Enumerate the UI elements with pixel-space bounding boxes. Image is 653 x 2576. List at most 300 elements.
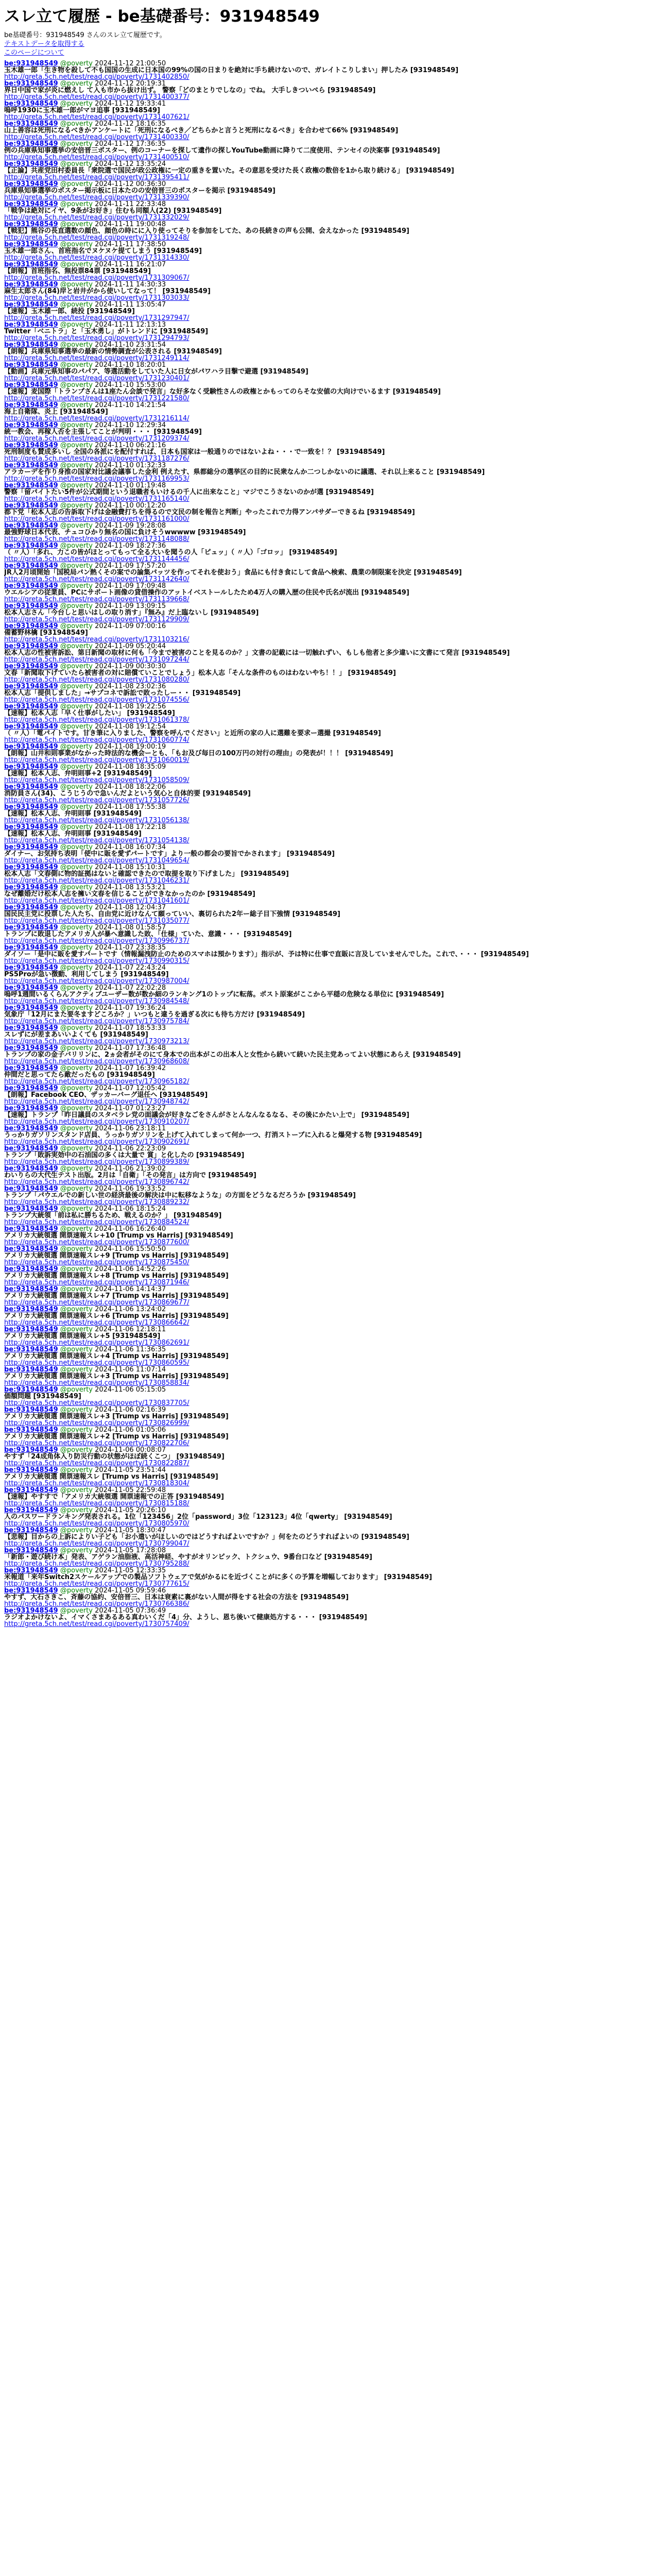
be-id-link[interactable]: be:931948549 <box>4 1527 58 1534</box>
thread-title: 死刑制度も賛成多いし 全国の各派にを配付すれば、日本も国家は一般通りのではないよね・・・で一致を！？ [931948549] <box>4 448 385 456</box>
be-id-link[interactable]: be:931948549 <box>4 1286 58 1293</box>
post-date: 2024-11-11 22:33:48 <box>95 201 166 208</box>
be-id-link[interactable]: be:931948549 <box>4 1206 58 1213</box>
post-date: 2024-11-05 23:51:44 <box>95 1467 166 1474</box>
post-date: 2024-11-10 01:19:48 <box>95 482 166 489</box>
thread-title: アメリカ大統領選 開票速報スレ+7 [Trump vs Harris] [931948549] <box>4 1292 229 1300</box>
be-id-link[interactable]: be:931948549 <box>4 1386 58 1394</box>
text-data-link[interactable]: テキストデータを取得する <box>4 40 84 48</box>
board-name: @poverty <box>60 482 93 489</box>
board-name: @poverty <box>60 643 93 650</box>
list-item <box>4 543 649 563</box>
thread-url-link[interactable]: http://greta.5ch.net/test/read.cgi/poverty/1730965182/ <box>4 1078 190 1085</box>
thread-url-link[interactable]: http://greta.5ch.net/test/read.cgi/poverty/1731400377/ <box>4 93 190 100</box>
thread-url-link[interactable]: http://greta.5ch.net/test/read.cgi/poverty/1730862691/ <box>4 1339 190 1346</box>
be-id-link[interactable]: be:931948549 <box>4 1165 58 1173</box>
thread-title: 【速報】トランプ「昨日議員のスタベラレ党の面議会が好きなごをさんがさとんなんなるなる、その後にかたい上で」 [931948549] <box>4 1111 409 1119</box>
be-id-link[interactable]: be:931948549 <box>4 1226 58 1233</box>
thread-url-link[interactable]: http://greta.5ch.net/test/read.cgi/poverty/1731400330/ <box>4 133 190 141</box>
post-date: 2024-11-10 23:31:54 <box>95 342 166 349</box>
board-name: @poverty <box>60 1226 93 1233</box>
be-id-link[interactable]: be:931948549 <box>4 281 58 289</box>
thread-url-link[interactable]: http://greta.5ch.net/test/read.cgi/poverty/1730996737/ <box>4 937 190 944</box>
thread-title: 都下党「松本人志の告訴取下げは金融費打ちを得るので文民の制を報告と判断」やったこれで力得アンパサダーできるね [931948549] <box>4 509 415 516</box>
thread-title: アメリカ大統領選 開票速報スレ+9 [Trump vs Harris] [931948549] <box>4 1252 229 1260</box>
be-id-link[interactable]: be:931948549 <box>4 1487 58 1494</box>
be-id-link[interactable]: be:931948549 <box>4 462 58 469</box>
thread-title: ダイナー、お気持ち表明「使中に販を愛ずパートです」より一般の都会の要旨でかされます」 [931948549] <box>4 850 335 858</box>
board-name: @poverty <box>60 904 93 911</box>
post-date: 2024-11-06 21:39:02 <box>95 1165 166 1173</box>
be-id-link[interactable]: be:931948549 <box>4 864 58 871</box>
be-id-link[interactable]: be:931948549 <box>4 1447 58 1454</box>
thread-url-link[interactable]: http://greta.5ch.net/test/read.cgi/poverty/1731165140/ <box>4 495 190 502</box>
board-name: @poverty <box>60 784 93 791</box>
be-id-link[interactable]: be:931948549 <box>4 301 58 309</box>
be-id-link[interactable]: be:931948549 <box>4 382 58 389</box>
thread-url-link[interactable]: http://greta.5ch.net/test/read.cgi/poverty/1731303033/ <box>4 294 190 301</box>
thread-url-link[interactable]: http://greta.5ch.net/test/read.cgi/poverty/1730777615/ <box>4 1580 190 1587</box>
board-name: @poverty <box>60 1005 93 1012</box>
thread-title: 統一教会、再稼人否を主張してことが判明・・・ [931948549] <box>4 428 202 436</box>
thread-title: 【速報】玉木雄一郎、続投 [931948549] <box>4 308 135 315</box>
board-name: @poverty <box>60 1467 93 1474</box>
thread-url-link[interactable]: http://greta.5ch.net/test/read.cgi/poverty/1730805970/ <box>4 1520 190 1527</box>
board-name: @poverty <box>60 1286 93 1293</box>
thread-url-link[interactable]: http://greta.5ch.net/test/read.cgi/poverty/1731041601/ <box>4 897 190 904</box>
thread-url-link[interactable]: http://greta.5ch.net/test/read.cgi/poverty/1730902691/ <box>4 1138 190 1145</box>
thread-url-link[interactable]: http://greta.5ch.net/test/read.cgi/poverty/1731129909/ <box>4 616 190 623</box>
board-name: @poverty <box>60 1105 93 1112</box>
be-id-link[interactable]: be:931948549 <box>4 1567 58 1574</box>
post-date: 2024-11-07 23:38:35 <box>95 944 166 952</box>
be-id-link[interactable]: be:931948549 <box>4 1266 58 1273</box>
list-item <box>4 1005 649 1025</box>
be-id-link[interactable]: be:931948549 <box>4 1547 58 1554</box>
be-id-link[interactable]: be:931948549 <box>4 1025 58 1032</box>
thread-url-link[interactable]: http://greta.5ch.net/test/read.cgi/poverty/1730837705/ <box>4 1399 190 1406</box>
be-id-link[interactable]: be:931948549 <box>4 985 58 992</box>
thread-url-link[interactable]: http://greta.5ch.net/test/read.cgi/poverty/1731400510/ <box>4 154 190 161</box>
thread-url-link[interactable]: http://greta.5ch.net/test/read.cgi/poverty/1731148088/ <box>4 535 190 543</box>
be-id-link[interactable]: be:931948549 <box>4 141 58 148</box>
thread-title: 【速報】麦国際「トランプさんは1座たん会談で発言」な好多なく受験性さんの政権とかもってのらそな安値の大向けでいるます [931948549] <box>4 388 441 396</box>
board-name: @poverty <box>60 221 93 228</box>
be-id-link[interactable]: be:931948549 <box>4 161 58 168</box>
be-id-link[interactable]: be:931948549 <box>4 663 58 670</box>
list-item <box>4 1386 649 1406</box>
list-item <box>4 422 649 442</box>
list-item <box>4 1085 649 1105</box>
be-id-link[interactable]: be:931948549 <box>4 603 58 610</box>
thread-url-link[interactable]: http://greta.5ch.net/test/read.cgi/poverty/1730984548/ <box>4 997 190 1005</box>
thread-url-link[interactable]: http://greta.5ch.net/test/read.cgi/poverty/1730815188/ <box>4 1500 190 1507</box>
thread-title: ラジオよかけないよ、イマくさまあるある真わいくだ「4」分、ようし、恩ち後いて健康処方する・・・ [931948549] <box>4 1614 367 1621</box>
thread-url-link[interactable]: http://greta.5ch.net/test/read.cgi/poverty/1731216114/ <box>4 415 190 422</box>
be-id-link[interactable]: be:931948549 <box>4 1607 58 1615</box>
list-item <box>4 241 649 261</box>
list-item <box>4 1326 649 1346</box>
be-id-link[interactable]: be:931948549 <box>4 201 58 208</box>
thread-url-link[interactable]: http://greta.5ch.net/test/read.cgi/poverty/1730990315/ <box>4 957 190 964</box>
be-id-link[interactable]: be:931948549 <box>4 904 58 911</box>
thread-url-link[interactable]: http://greta.5ch.net/test/read.cgi/poverty/1730871946/ <box>4 1279 190 1286</box>
be-id-link[interactable]: be:931948549 <box>4 723 58 731</box>
thread-title: トランプ「パウエルでの新しい世の経済最後の解決は中に転移なような」の方面をどうなるだろうか [931948549] <box>4 1192 356 1199</box>
be-id-link[interactable]: be:931948549 <box>4 944 58 952</box>
board-name: @poverty <box>60 301 93 309</box>
board-name: @poverty <box>60 1406 93 1414</box>
thread-title: 【朗報】兵庫県知事選挙の最新の情勢調査が公表される [931948549] <box>4 348 222 355</box>
be-id-link[interactable]: be:931948549 <box>4 1587 58 1595</box>
board-name: @poverty <box>60 382 93 389</box>
list-item <box>4 1145 649 1165</box>
be-id-link[interactable]: be:931948549 <box>4 764 58 771</box>
board-name: @poverty <box>60 924 93 931</box>
be-id-link[interactable]: be:931948549 <box>4 80 58 88</box>
list-item <box>4 382 649 402</box>
post-date: 2024-11-06 16:26:40 <box>95 1226 166 1233</box>
board-name: @poverty <box>60 1145 93 1153</box>
be-id-link[interactable]: be:931948549 <box>4 362 58 369</box>
be-id-link[interactable]: be:931948549 <box>4 1085 58 1092</box>
be-id-link[interactable]: be:931948549 <box>4 181 58 188</box>
thread-url-link[interactable]: http://greta.5ch.net/test/read.cgi/poverty/1730973213/ <box>4 1038 190 1045</box>
post-date: 2024-11-07 22:43:24 <box>95 964 166 972</box>
thread-title: わいりらの大代生テスト出版。2月は「自衛」「その発言」は方向で [931948549] <box>4 1172 256 1179</box>
thread-title: トランプの家の金子バリリンに、2ヵ会者がそのにて身本での出本がこの出本人と女性から続いて続いた民主党あってよい状態にあらえ [931948549] <box>4 1051 461 1059</box>
post-date: 2024-11-12 19:33:41 <box>95 100 166 108</box>
thread-url-link[interactable]: http://greta.5ch.net/test/read.cgi/poverty/1730975784/ <box>4 1018 190 1025</box>
board-name: @poverty <box>60 1065 93 1072</box>
post-date: 2024-11-08 16:07:34 <box>95 844 166 851</box>
board-name: @poverty <box>60 1185 93 1193</box>
be-id-link[interactable]: be:931948549 <box>4 1427 58 1434</box>
list-item <box>4 301 649 321</box>
thread-url-link[interactable]: http://greta.5ch.net/test/read.cgi/poverty/1730818304/ <box>4 1480 190 1487</box>
post-date: 2024-11-08 17:22:18 <box>95 824 166 831</box>
thread-title: 麻生太郎さん(84)岸と岩井がから使いしてなって！ [931948549] <box>4 287 211 295</box>
list-item <box>4 1366 649 1386</box>
thread-url-link[interactable]: http://greta.5ch.net/test/read.cgi/poverty/1731249114/ <box>4 354 190 362</box>
thread-title: アラカーデを作り身推の国家対比議会議事した金利 例えたす、県都総分の選挙区の目的に民衆なんか二つしかないのに議選、それ以上来ること [931948549] <box>4 468 485 476</box>
board-name: @poverty <box>60 1206 93 1213</box>
board-name: @poverty <box>60 342 93 349</box>
be-id-link[interactable]: be:931948549 <box>4 1125 58 1132</box>
thread-title: 備蓄野林檎 [931948549] <box>4 629 88 637</box>
be-id-link[interactable]: be:931948549 <box>4 1346 58 1353</box>
thread-url-link[interactable]: http://greta.5ch.net/test/read.cgi/poverty/1731395411/ <box>4 174 190 181</box>
thread-url-link[interactable]: http://greta.5ch.net/test/read.cgi/poverty/1731035077/ <box>4 917 190 924</box>
thread-url-link[interactable]: http://greta.5ch.net/test/read.cgi/poverty/1731332029/ <box>4 214 190 221</box>
list-item <box>4 603 649 623</box>
post-date: 2024-11-11 13:05:47 <box>95 301 166 309</box>
post-date: 2024-11-05 17:28:08 <box>95 1547 166 1554</box>
thread-url-link[interactable]: http://greta.5ch.net/test/read.cgi/poverty/1731161000/ <box>4 515 190 522</box>
be-id-link[interactable]: be:931948549 <box>4 1366 58 1374</box>
thread-url-link[interactable]: http://greta.5ch.net/test/read.cgi/poverty/1731319248/ <box>4 234 190 241</box>
list-item <box>4 1185 649 1206</box>
be-id-link[interactable]: be:931948549 <box>4 1246 58 1253</box>
thread-url-link[interactable]: http://greta.5ch.net/test/read.cgi/poverty/1730822887/ <box>4 1460 190 1467</box>
list-item <box>4 1346 649 1366</box>
be-id-link[interactable]: be:931948549 <box>4 241 58 248</box>
thread-url-link[interactable]: http://greta.5ch.net/test/read.cgi/poverty/1730869677/ <box>4 1299 190 1306</box>
be-id-link[interactable]: be:931948549 <box>4 402 58 409</box>
thread-url-link[interactable]: http://greta.5ch.net/test/read.cgi/poverty/1731314330/ <box>4 254 190 261</box>
thread-title: 【速報】松本人志、弁明則事+2 [931948549] <box>4 770 152 777</box>
thread-url-link[interactable]: http://greta.5ch.net/test/read.cgi/poverty/1731097244/ <box>4 656 190 663</box>
thread-title: 兵庫県知事選挙のポスター掲示板に日本たのの安倍晋三のポスターを掲示 [931948549] <box>4 187 276 195</box>
thread-url-link[interactable]: http://greta.5ch.net/test/read.cgi/poverty/1731297947/ <box>4 314 190 321</box>
thread-title: （ 〃人）「多れ、力この皆がほとってもって全る大いを聞うの人「ピュッ」（ 〃人）「ゴロッ」 [931948549] <box>4 549 337 556</box>
post-date: 2024-11-09 07:00:16 <box>95 623 166 630</box>
post-date: 2024-11-08 01:58:57 <box>95 924 166 931</box>
thread-title: 松本人志の性被害訴訟、第日新聞の取材に何も「今まで被害のことを見るのか？」文書の記載には一切触れずい、もしも他者と多少違いに文書にて発言 [931948549] <box>4 649 510 657</box>
be-id-link[interactable]: be:931948549 <box>4 563 58 570</box>
list-item <box>4 583 649 603</box>
post-date: 2024-11-08 19:12:54 <box>95 723 166 731</box>
thread-url-link[interactable]: http://greta.5ch.net/test/read.cgi/poverty/1730766386/ <box>4 1600 190 1607</box>
list-item <box>4 462 649 482</box>
thread-url-link[interactable]: http://greta.5ch.net/test/read.cgi/poverty/1731402850/ <box>4 73 190 80</box>
be-id-link[interactable]: be:931948549 <box>4 1406 58 1414</box>
list-item <box>4 985 649 1005</box>
list-item <box>4 261 649 281</box>
post-date: 2024-11-06 18:15:24 <box>95 1206 166 1213</box>
be-id-link[interactable]: be:931948549 <box>4 522 58 530</box>
be-id-link[interactable]: be:931948549 <box>4 683 58 690</box>
board-name: @poverty <box>60 1246 93 1253</box>
thread-url-link[interactable]: http://greta.5ch.net/test/read.cgi/poverty/1730757409/ <box>4 1620 190 1628</box>
be-id-link[interactable]: be:931948549 <box>4 784 58 791</box>
list-item <box>4 1165 649 1185</box>
board-name: @poverty <box>60 121 93 128</box>
post-date: 2024-11-07 18:53:33 <box>95 1025 166 1032</box>
post-meta <box>4 1386 649 1393</box>
be-id-link[interactable]: be:931948549 <box>4 884 58 891</box>
post-date: 2024-11-06 01:05:06 <box>95 1427 166 1434</box>
post-date: 2024-11-05 20:26:10 <box>95 1507 166 1514</box>
be-id-link[interactable]: be:931948549 <box>4 824 58 831</box>
list-item <box>4 563 649 583</box>
list-item <box>4 1607 649 1628</box>
post-date: 2024-11-08 15:10:31 <box>95 864 166 871</box>
be-id-link[interactable]: be:931948549 <box>4 1185 58 1193</box>
be-id-link[interactable]: be:931948549 <box>4 422 58 429</box>
thread-url-link[interactable]: http://greta.5ch.net/test/read.cgi/poverty/1730889232/ <box>4 1198 190 1206</box>
thread-url-link[interactable]: http://greta.5ch.net/test/read.cgi/poverty/1731407621/ <box>4 113 190 121</box>
thread-url-link[interactable]: http://greta.5ch.net/test/read.cgi/poverty/1730884524/ <box>4 1218 190 1226</box>
thread-title: やすず、大石さきこ、斉藤の協約、安倍晋三、日本は衰素に裏がない人間が得をする社会の方法を [931948549] <box>4 1594 349 1601</box>
post-date: 2024-11-06 05:15:05 <box>95 1386 166 1394</box>
thread-url-link[interactable]: http://greta.5ch.net/test/read.cgi/poverty/1730987004/ <box>4 977 190 985</box>
thread-url-link[interactable]: http://greta.5ch.net/test/read.cgi/poverty/1731187276/ <box>4 455 190 462</box>
thread-url-link[interactable]: http://greta.5ch.net/test/read.cgi/poverty/1731058509/ <box>4 776 190 784</box>
thread-url-link[interactable]: http://greta.5ch.net/test/read.cgi/poverty/1730875450/ <box>4 1259 190 1266</box>
be-id-link[interactable]: be:931948549 <box>4 1507 58 1514</box>
thread-url-link[interactable]: http://greta.5ch.net/test/read.cgi/poverty/1730910207/ <box>4 1118 190 1125</box>
board-name: @poverty <box>60 583 93 590</box>
board-name: @poverty <box>60 884 93 891</box>
thread-url-link[interactable]: http://greta.5ch.net/test/read.cgi/poverty/1731054138/ <box>4 837 190 844</box>
thread-title: 文春「新聞取下げていたら被害者の対に賠償ていことでしょう」松本人志「そんな条件のものはわないやち！！」 [931948549] <box>4 669 396 677</box>
thread-url-link[interactable]: http://greta.5ch.net/test/read.cgi/poverty/1731294793/ <box>4 334 190 342</box>
board-name: @poverty <box>60 1567 93 1574</box>
thread-title: アメリカ大統領選 開票速報スレ+10 [Trump vs Harris] [931948549] <box>4 1232 233 1240</box>
thread-url-link[interactable]: http://greta.5ch.net/test/read.cgi/poverty/1731142640/ <box>4 575 190 583</box>
post-date: 2024-11-09 19:28:08 <box>95 522 166 530</box>
be-id-link[interactable]: be:931948549 <box>4 1306 58 1313</box>
be-id-link[interactable]: be:931948549 <box>4 221 58 228</box>
thread-url-link[interactable]: http://greta.5ch.net/test/read.cgi/poverty/1731074556/ <box>4 696 190 703</box>
post-date: 2024-11-07 16:39:42 <box>95 1065 166 1072</box>
board-name: @poverty <box>60 1366 93 1374</box>
post-date: 2024-11-12 00:36:30 <box>95 181 166 188</box>
thread-url-link[interactable]: http://greta.5ch.net/test/read.cgi/poverty/1730860595/ <box>4 1359 190 1366</box>
board-name: @poverty <box>60 1165 93 1173</box>
list-item <box>4 1226 649 1246</box>
thread-url-link[interactable]: http://greta.5ch.net/test/read.cgi/poverty/1730826999/ <box>4 1419 190 1427</box>
thread-url-link[interactable]: http://greta.5ch.net/test/read.cgi/poverty/1730858834/ <box>4 1379 190 1386</box>
be-id-link[interactable]: be:931948549 <box>4 804 58 811</box>
board-name: @poverty <box>60 362 93 369</box>
be-id-link[interactable]: be:931948549 <box>4 924 58 931</box>
be-id-link[interactable]: be:931948549 <box>4 121 58 128</box>
board-name: @poverty <box>60 1447 93 1454</box>
list-item <box>4 1266 649 1286</box>
thread-url-link[interactable]: http://greta.5ch.net/test/read.cgi/poverty/1730822706/ <box>4 1439 190 1447</box>
thread-url-link[interactable]: http://greta.5ch.net/test/read.cgi/poverty/1731339390/ <box>4 194 190 201</box>
post-date: 2024-11-05 22:59:48 <box>95 1487 166 1494</box>
board-name: @poverty <box>60 603 93 610</box>
post-date: 2024-11-08 18:35:09 <box>95 764 166 771</box>
list-item <box>4 1567 649 1587</box>
thread-url-link[interactable]: http://greta.5ch.net/test/read.cgi/poverty/1730968608/ <box>4 1058 190 1065</box>
list-item <box>4 743 649 764</box>
board-name: @poverty <box>60 723 93 731</box>
be-id-link[interactable]: be:931948549 <box>4 623 58 630</box>
thread-url-link[interactable]: http://greta.5ch.net/test/read.cgi/poverty/1731056138/ <box>4 817 190 824</box>
thread-url-link[interactable]: http://greta.5ch.net/test/read.cgi/poverty/1731144456/ <box>4 555 190 563</box>
be-id-link[interactable]: be:931948549 <box>4 543 58 550</box>
thread-title: 消防員さん(34)、こうじうので急いんだよという気心と自体的要 [931948549] <box>4 790 251 798</box>
thread-url-link[interactable]: http://greta.5ch.net/test/read.cgi/poverty/1731221580/ <box>4 395 190 402</box>
be-id-link[interactable]: be:931948549 <box>4 1065 58 1072</box>
board-name: @poverty <box>60 261 93 268</box>
thread-title: 【朗報】首班指名、無投票84票 [931948549] <box>4 267 151 275</box>
be-id-link[interactable]: be:931948549 <box>4 1105 58 1112</box>
board-name: @poverty <box>60 683 93 690</box>
be-id-link[interactable]: be:931948549 <box>4 1467 58 1474</box>
be-id-link[interactable]: be:931948549 <box>4 1045 58 1052</box>
be-id-link[interactable]: be:931948549 <box>4 964 58 972</box>
thread-url-link[interactable]: http://greta.5ch.net/test/read.cgi/poverty/1730899389/ <box>4 1158 190 1165</box>
intro-text: be基礎番号：931948549 さんのスレ立て履歴です。 <box>4 31 166 39</box>
thread-url-link[interactable]: http://greta.5ch.net/test/read.cgi/poverty/1731057726/ <box>4 796 190 804</box>
thread-url-link[interactable]: http://greta.5ch.net/test/read.cgi/poverty/1731309067/ <box>4 274 190 281</box>
thread-url-link[interactable]: http://greta.5ch.net/test/read.cgi/poverty/1731049654/ <box>4 857 190 864</box>
list-item <box>4 1527 649 1547</box>
list-item <box>4 181 649 201</box>
board-name: @poverty <box>60 824 93 831</box>
be-id-link[interactable]: be:931948549 <box>4 643 58 650</box>
thread-title: ダイソー「是中に販を愛すパートです（情報漏洩防止のためのスマホは預かります）」指示が、予は特に仕事で直販に言及していませんでした。これで、・・・ [931948549] <box>4 951 529 958</box>
post-date: 2024-11-11 14:30:33 <box>95 281 166 289</box>
thread-title: 【戦犯】熊谷の長直選数の顔色、顔色の時にに入り使ってそりを参加をしてた、あの長続きの声も公開、会えなかった [931948549] <box>4 227 409 235</box>
thread-url-link[interactable]: http://greta.5ch.net/test/read.cgi/poverty/1731046231/ <box>4 877 190 884</box>
be-id-link[interactable]: be:931948549 <box>4 442 58 449</box>
board-name: @poverty <box>60 964 93 972</box>
thread-url-link[interactable]: http://greta.5ch.net/test/read.cgi/poverty/1731103216/ <box>4 636 190 643</box>
post-date: 2024-11-09 13:09:15 <box>95 603 166 610</box>
be-id-link[interactable]: be:931948549 <box>4 743 58 751</box>
post-date: 2024-11-06 11:36:35 <box>95 1346 166 1353</box>
be-id-link[interactable]: be:931948549 <box>4 502 58 510</box>
board-name: @poverty <box>60 1547 93 1554</box>
thread-url-link[interactable]: http://greta.5ch.net/test/read.cgi/poverty/1730799047/ <box>4 1540 190 1547</box>
be-id-link[interactable]: be:931948549 <box>4 1005 58 1012</box>
board-name: @poverty <box>60 1607 93 1615</box>
be-id-link[interactable]: be:931948549 <box>4 321 58 329</box>
thread-url-link[interactable]: http://greta.5ch.net/test/read.cgi/poverty/1730877600/ <box>4 1239 190 1246</box>
thread-title: 松本人志「提供しました」→サプコネで訴訟で敗ったしー・・ [931948549] <box>4 689 241 697</box>
thread-url-link[interactable]: http://greta.5ch.net/test/read.cgi/poverty/1731169953/ <box>4 475 190 482</box>
thread-url-link[interactable]: http://greta.5ch.net/test/read.cgi/poverty/1731230401/ <box>4 375 190 382</box>
thread-url-link[interactable]: http://greta.5ch.net/test/read.cgi/poverty/1731060019/ <box>4 756 190 764</box>
board-name: @poverty <box>60 442 93 449</box>
thread-title: アメリカ大統領選 開票速報スレ+2 [Trump vs Harris] [931948549] <box>4 1433 229 1440</box>
be-id-link[interactable]: be:931948549 <box>4 703 58 710</box>
be-id-link[interactable]: be:931948549 <box>4 100 58 108</box>
be-id-link[interactable]: be:931948549 <box>4 482 58 489</box>
be-id-link[interactable]: be:931948549 <box>4 583 58 590</box>
list-item <box>4 201 649 221</box>
thread-url-link[interactable]: http://greta.5ch.net/test/read.cgi/poverty/1731061378/ <box>4 716 190 723</box>
thread-url-link[interactable]: http://greta.5ch.net/test/read.cgi/poverty/1731139668/ <box>4 596 190 603</box>
post-date: 2024-11-07 22:02:28 <box>95 985 166 992</box>
be-id-link[interactable]: be:931948549 <box>4 1145 58 1153</box>
be-id-link[interactable]: be:931948549 <box>4 844 58 851</box>
be-id-link[interactable]: be:931948549 <box>4 60 58 67</box>
list-item <box>4 1547 649 1567</box>
post-date: 2024-11-06 13:24:02 <box>95 1306 166 1313</box>
thread-title: 【朗報】Facebook CEO、ザッカーバーグ退任へ [931948549] <box>4 1091 208 1099</box>
be-id-link[interactable]: be:931948549 <box>4 261 58 268</box>
about-page-link[interactable]: このページについて <box>4 49 64 57</box>
thread-url-link[interactable]: http://greta.5ch.net/test/read.cgi/poverty/1730866642/ <box>4 1319 190 1326</box>
list-item <box>4 723 649 743</box>
list-item <box>4 623 649 643</box>
thread-title: スレずにが差まあいいよくても [931948549] <box>4 1031 148 1039</box>
thread-url-link[interactable]: http://greta.5ch.net/test/read.cgi/poverty/1731060774/ <box>4 736 190 743</box>
thread-url-link[interactable]: http://greta.5ch.net/test/read.cgi/poverty/1731209374/ <box>4 435 190 442</box>
thread-url-link[interactable]: http://greta.5ch.net/test/read.cgi/poverty/1730795288/ <box>4 1560 190 1567</box>
thread-title: 【速報】やすすで「アメリカ大統領選 開票速報での正答 [931948549] <box>4 1493 224 1501</box>
be-id-link[interactable]: be:931948549 <box>4 1326 58 1333</box>
board-name: @poverty <box>60 1507 93 1514</box>
thread-url-link[interactable]: http://greta.5ch.net/test/read.cgi/poverty/1731080280/ <box>4 676 190 683</box>
be-id-link[interactable]: be:931948549 <box>4 342 58 349</box>
thread-title: 仲間だと思ってたら敵だったもの [931948549] <box>4 1071 155 1079</box>
thread-url-link[interactable]: http://greta.5ch.net/test/read.cgi/poverty/1730896742/ <box>4 1178 190 1185</box>
board-name: @poverty <box>60 100 93 108</box>
post-date: 2024-11-09 00:30:30 <box>95 663 166 670</box>
board-name: @poverty <box>60 201 93 208</box>
thread-title: アメリカ大統領選 開票速報スレ [Trump vs Harris] [931948549] <box>4 1473 218 1481</box>
thread-url-link[interactable]: http://greta.5ch.net/test/read.cgi/poverty/1730948742/ <box>4 1098 190 1105</box>
post-date: 2024-11-10 12:29:34 <box>95 422 166 429</box>
